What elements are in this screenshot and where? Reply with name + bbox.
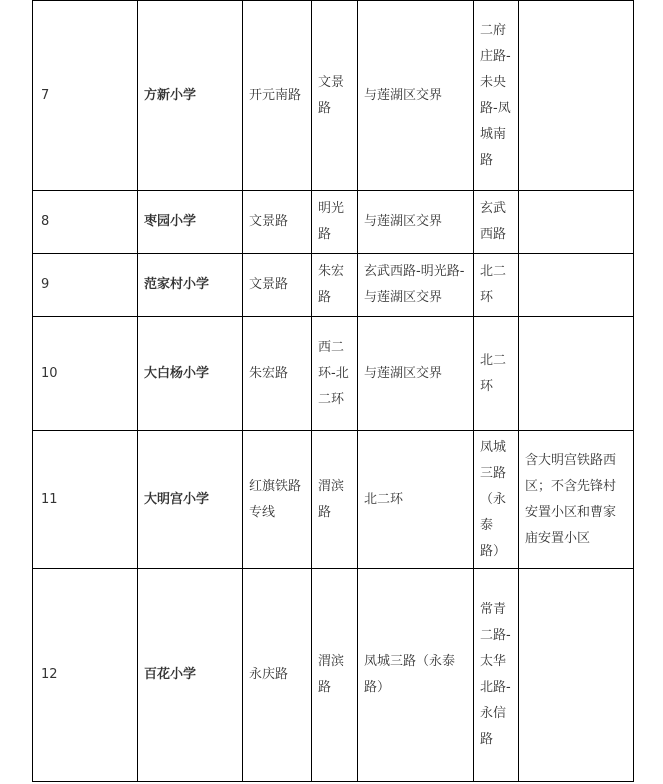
boundary-east: 朱宏路 — [243, 317, 312, 431]
school-name: 范家村小学 — [138, 254, 243, 317]
boundary-west: 渭滨路 — [312, 431, 358, 569]
table-row — [33, 191, 634, 254]
boundary-north: 常青二路-太华北路-永信路 — [474, 569, 519, 782]
boundary-south: 与莲湖区交界 — [358, 191, 474, 254]
remarks — [519, 569, 634, 782]
boundary-east: 红旗铁路专线 — [243, 431, 312, 569]
boundary-north: 凤城三路（永泰路） — [474, 431, 519, 569]
boundary-south: 北二环 — [358, 431, 474, 569]
table-row — [33, 431, 634, 569]
table-row — [33, 254, 634, 317]
table-row — [33, 1, 634, 191]
boundary-west: 渭滨路 — [312, 569, 358, 782]
boundary-north: 二府庄路-未央路-凤城南路 — [474, 1, 519, 191]
school-name: 百花小学 — [138, 569, 243, 782]
row-number: 10 — [33, 317, 138, 431]
school-name: 大白杨小学 — [138, 317, 243, 431]
table-row — [33, 569, 634, 782]
school-name: 大明宫小学 — [138, 431, 243, 569]
row-number: 9 — [33, 254, 138, 317]
school-name: 方新小学 — [138, 1, 243, 191]
boundary-north: 玄武西路 — [474, 191, 519, 254]
boundary-east: 永庆路 — [243, 569, 312, 782]
boundary-south: 与莲湖区交界 — [358, 1, 474, 191]
boundary-west: 文景路 — [312, 1, 358, 191]
boundary-north: 北二环 — [474, 254, 519, 317]
school-district-table — [32, 0, 634, 782]
row-number: 11 — [33, 431, 138, 569]
boundary-north: 北二环 — [474, 317, 519, 431]
row-number: 12 — [33, 569, 138, 782]
boundary-west: 朱宏路 — [312, 254, 358, 317]
boundary-south: 与莲湖区交界 — [358, 317, 474, 431]
boundary-east: 文景路 — [243, 254, 312, 317]
boundary-east: 开元南路 — [243, 1, 312, 191]
remarks — [519, 317, 634, 431]
remarks — [519, 1, 634, 191]
remarks: 含大明宫铁路西区；不含先锋村安置小区和曹家庙安置小区 — [519, 431, 634, 569]
boundary-south: 凤城三路（永泰路） — [358, 569, 474, 782]
boundary-south: 玄武西路-明光路-与莲湖区交界 — [358, 254, 474, 317]
row-number: 7 — [33, 1, 138, 191]
remarks — [519, 254, 634, 317]
remarks — [519, 191, 634, 254]
boundary-west: 西二环-北二环 — [312, 317, 358, 431]
table-row — [33, 317, 634, 431]
boundary-east: 文景路 — [243, 191, 312, 254]
boundary-west: 明光路 — [312, 191, 358, 254]
school-name: 枣园小学 — [138, 191, 243, 254]
row-number: 8 — [33, 191, 138, 254]
